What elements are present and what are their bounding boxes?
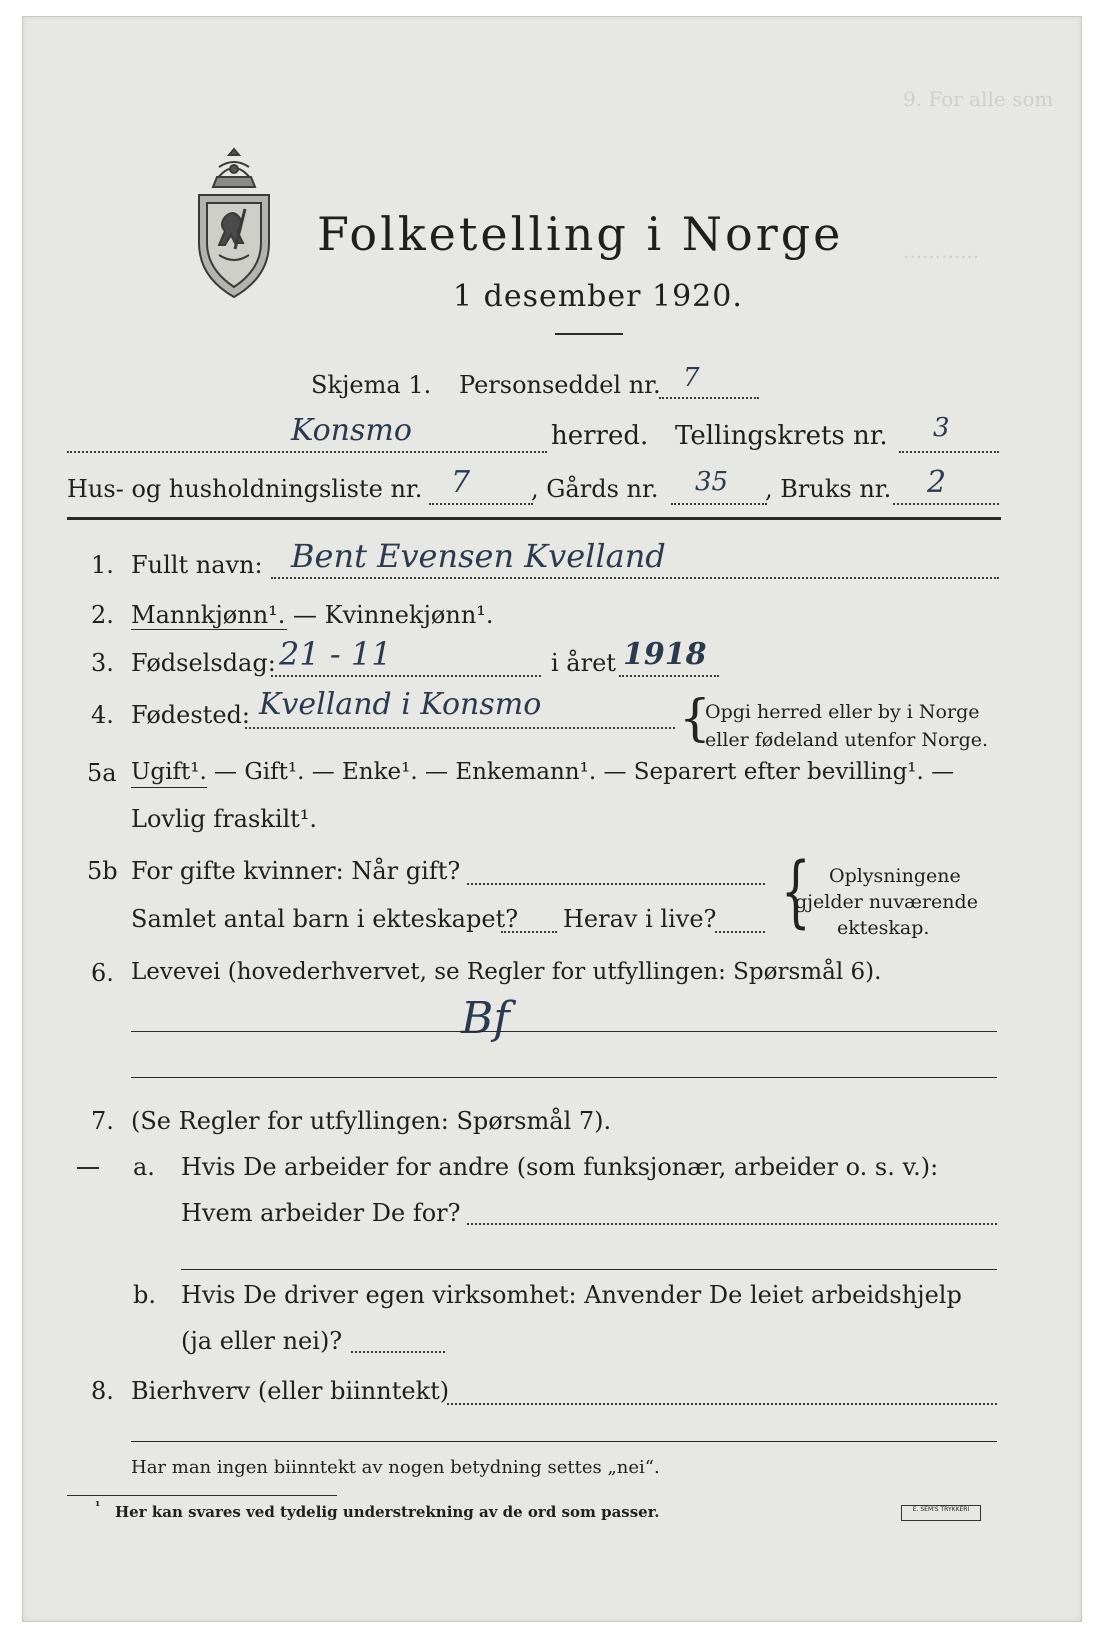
q6-value: Bf <box>461 993 510 1044</box>
hus-line <box>429 503 533 505</box>
census-form <box>22 16 1082 1622</box>
header-rule <box>67 517 1001 520</box>
q7a-answer-line <box>467 1223 997 1225</box>
q4-note-line2: eller fødeland utenfor Norge. <box>705 729 989 751</box>
q5b-line1: For gifte kvinner: Når gift? <box>131 857 461 885</box>
printer-stamp-text: E. SEM'S TRYKKERI <box>912 1506 970 1513</box>
coat-of-arms-icon <box>189 147 279 302</box>
page-title: Folketelling i Norge <box>317 207 844 261</box>
hus-value: 7 <box>451 465 471 500</box>
q7a-line2: Hvem arbeider De for? <box>181 1199 461 1227</box>
q1-value: Bent Evensen Kvelland <box>291 537 666 575</box>
q5a-line1: Ugift¹. — Gift¹. — Enke¹. — Enkemann¹. — Separert efter bevilling¹. — <box>131 759 955 785</box>
footnote-text: Her kan svares ved tydelig understrekning av de ord som passer. <box>115 1503 660 1521</box>
footer-note: Har man ingen biinntekt av nogen betydning settes „nei“. <box>131 1457 660 1478</box>
hus-label: Hus- og husholdningsliste nr. <box>67 475 423 503</box>
q3-year-label: i året <box>551 649 616 677</box>
q5b-brace: { <box>780 847 811 937</box>
q4-brace: { <box>679 689 711 747</box>
gards-value: 35 <box>695 467 729 497</box>
personseddel-value: 7 <box>683 363 700 393</box>
q6-label: Levevei (hovederhvervet, se Regler for utfyllingen: Spørsmål 6). <box>131 959 882 985</box>
q3-line <box>271 675 541 677</box>
footnote-mark: ¹ <box>95 1499 101 1513</box>
personseddel-label: Personseddel nr. <box>459 371 661 399</box>
q7b-letter: b. <box>133 1281 156 1309</box>
q5b-children-line <box>501 931 557 933</box>
tellingskrets-value: 3 <box>933 413 950 443</box>
q5b-number: 5b <box>87 857 118 885</box>
q3-label: Fødselsdag: <box>131 649 276 677</box>
q6-line1 <box>131 1031 997 1032</box>
q7-number: 7. <box>91 1107 114 1135</box>
bruks-value: 2 <box>927 465 947 500</box>
q5b-line2: Samlet antal barn i ekteskapet? <box>131 905 519 933</box>
q7-label: (Se Regler for utfyllingen: Spørsmål 7). <box>131 1107 612 1135</box>
q5b-alive-line <box>715 931 765 933</box>
census-date: 1 desember 1920. <box>453 279 743 314</box>
q5a-underline <box>131 787 207 788</box>
bruks-label: , Bruks nr. <box>765 475 892 503</box>
q6-number: 6. <box>91 959 114 987</box>
q3-year-value: 1918 <box>623 637 707 672</box>
q1-line <box>271 577 999 579</box>
q5a-number: 5a <box>87 759 117 787</box>
gards-line <box>671 503 767 505</box>
herred-label: herred. <box>551 421 649 451</box>
q4-line <box>245 727 675 729</box>
q1-label: Fullt navn: <box>131 551 263 579</box>
gards-label: , Gårds nr. <box>531 475 659 503</box>
q4-value: Kvelland i Konsmo <box>259 687 542 722</box>
herred-line <box>67 451 547 453</box>
q5a-line2: Lovlig fraskilt¹. <box>131 805 318 833</box>
q8-line2 <box>131 1441 997 1442</box>
herred-value: Konsmo <box>291 413 412 448</box>
q2-label: Mannkjønn¹. — Kvinnekjønn¹. <box>131 601 494 629</box>
q4-note-line1: Opgi herred eller by i Norge <box>705 701 980 723</box>
q7a-line2-rule <box>181 1269 997 1270</box>
q8-answer-line <box>447 1403 997 1405</box>
q8-label: Bierhverv (eller biinntekt) <box>131 1377 450 1405</box>
skjema-label: Skjema 1. <box>311 371 432 399</box>
q7b-line2: (ja eller nei)? <box>181 1327 343 1355</box>
bleed-through-text: 9. For alle som <box>903 87 1054 111</box>
q2-underline <box>131 629 287 630</box>
q1-number: 1. <box>91 551 114 579</box>
q4-label: Fødested: <box>131 701 250 729</box>
printer-stamp <box>901 1505 981 1521</box>
footnote-rule <box>67 1495 337 1496</box>
q3-number: 3. <box>91 649 114 677</box>
q5b-note-line2: gjelder nuværende <box>795 891 978 913</box>
personseddel-line <box>659 397 759 399</box>
q6-line2 <box>131 1077 997 1078</box>
q3-year-line <box>619 675 719 677</box>
q5b-line2b: Herav i live? <box>563 905 717 933</box>
q8-number: 8. <box>91 1377 114 1405</box>
q4-number: 4. <box>91 701 114 729</box>
q7a-line1: Hvis De arbeider for andre (som funksjonær, arbeider o. s. v.): <box>181 1153 939 1181</box>
bruks-line <box>893 503 999 505</box>
q2-number: 2. <box>91 601 114 629</box>
title-divider <box>555 333 623 335</box>
q7-dash-mark <box>77 1167 99 1169</box>
q5b-note-line3: ekteskap. <box>837 917 930 939</box>
q7b-line1: Hvis De driver egen virksomhet: Anvender De leiet arbeidshjelp <box>181 1281 962 1309</box>
bleed-through-text: ............ <box>903 239 980 263</box>
q7b-answer-line <box>351 1351 445 1353</box>
q5b-note-line1: Oplysningene <box>829 865 961 887</box>
q3-value: 21 - 11 <box>279 635 392 673</box>
q5b-married-line <box>467 883 765 885</box>
tellingskrets-label: Tellingskrets nr. <box>675 421 888 451</box>
q7a-letter: a. <box>133 1153 155 1181</box>
tellingskrets-line <box>899 451 999 453</box>
